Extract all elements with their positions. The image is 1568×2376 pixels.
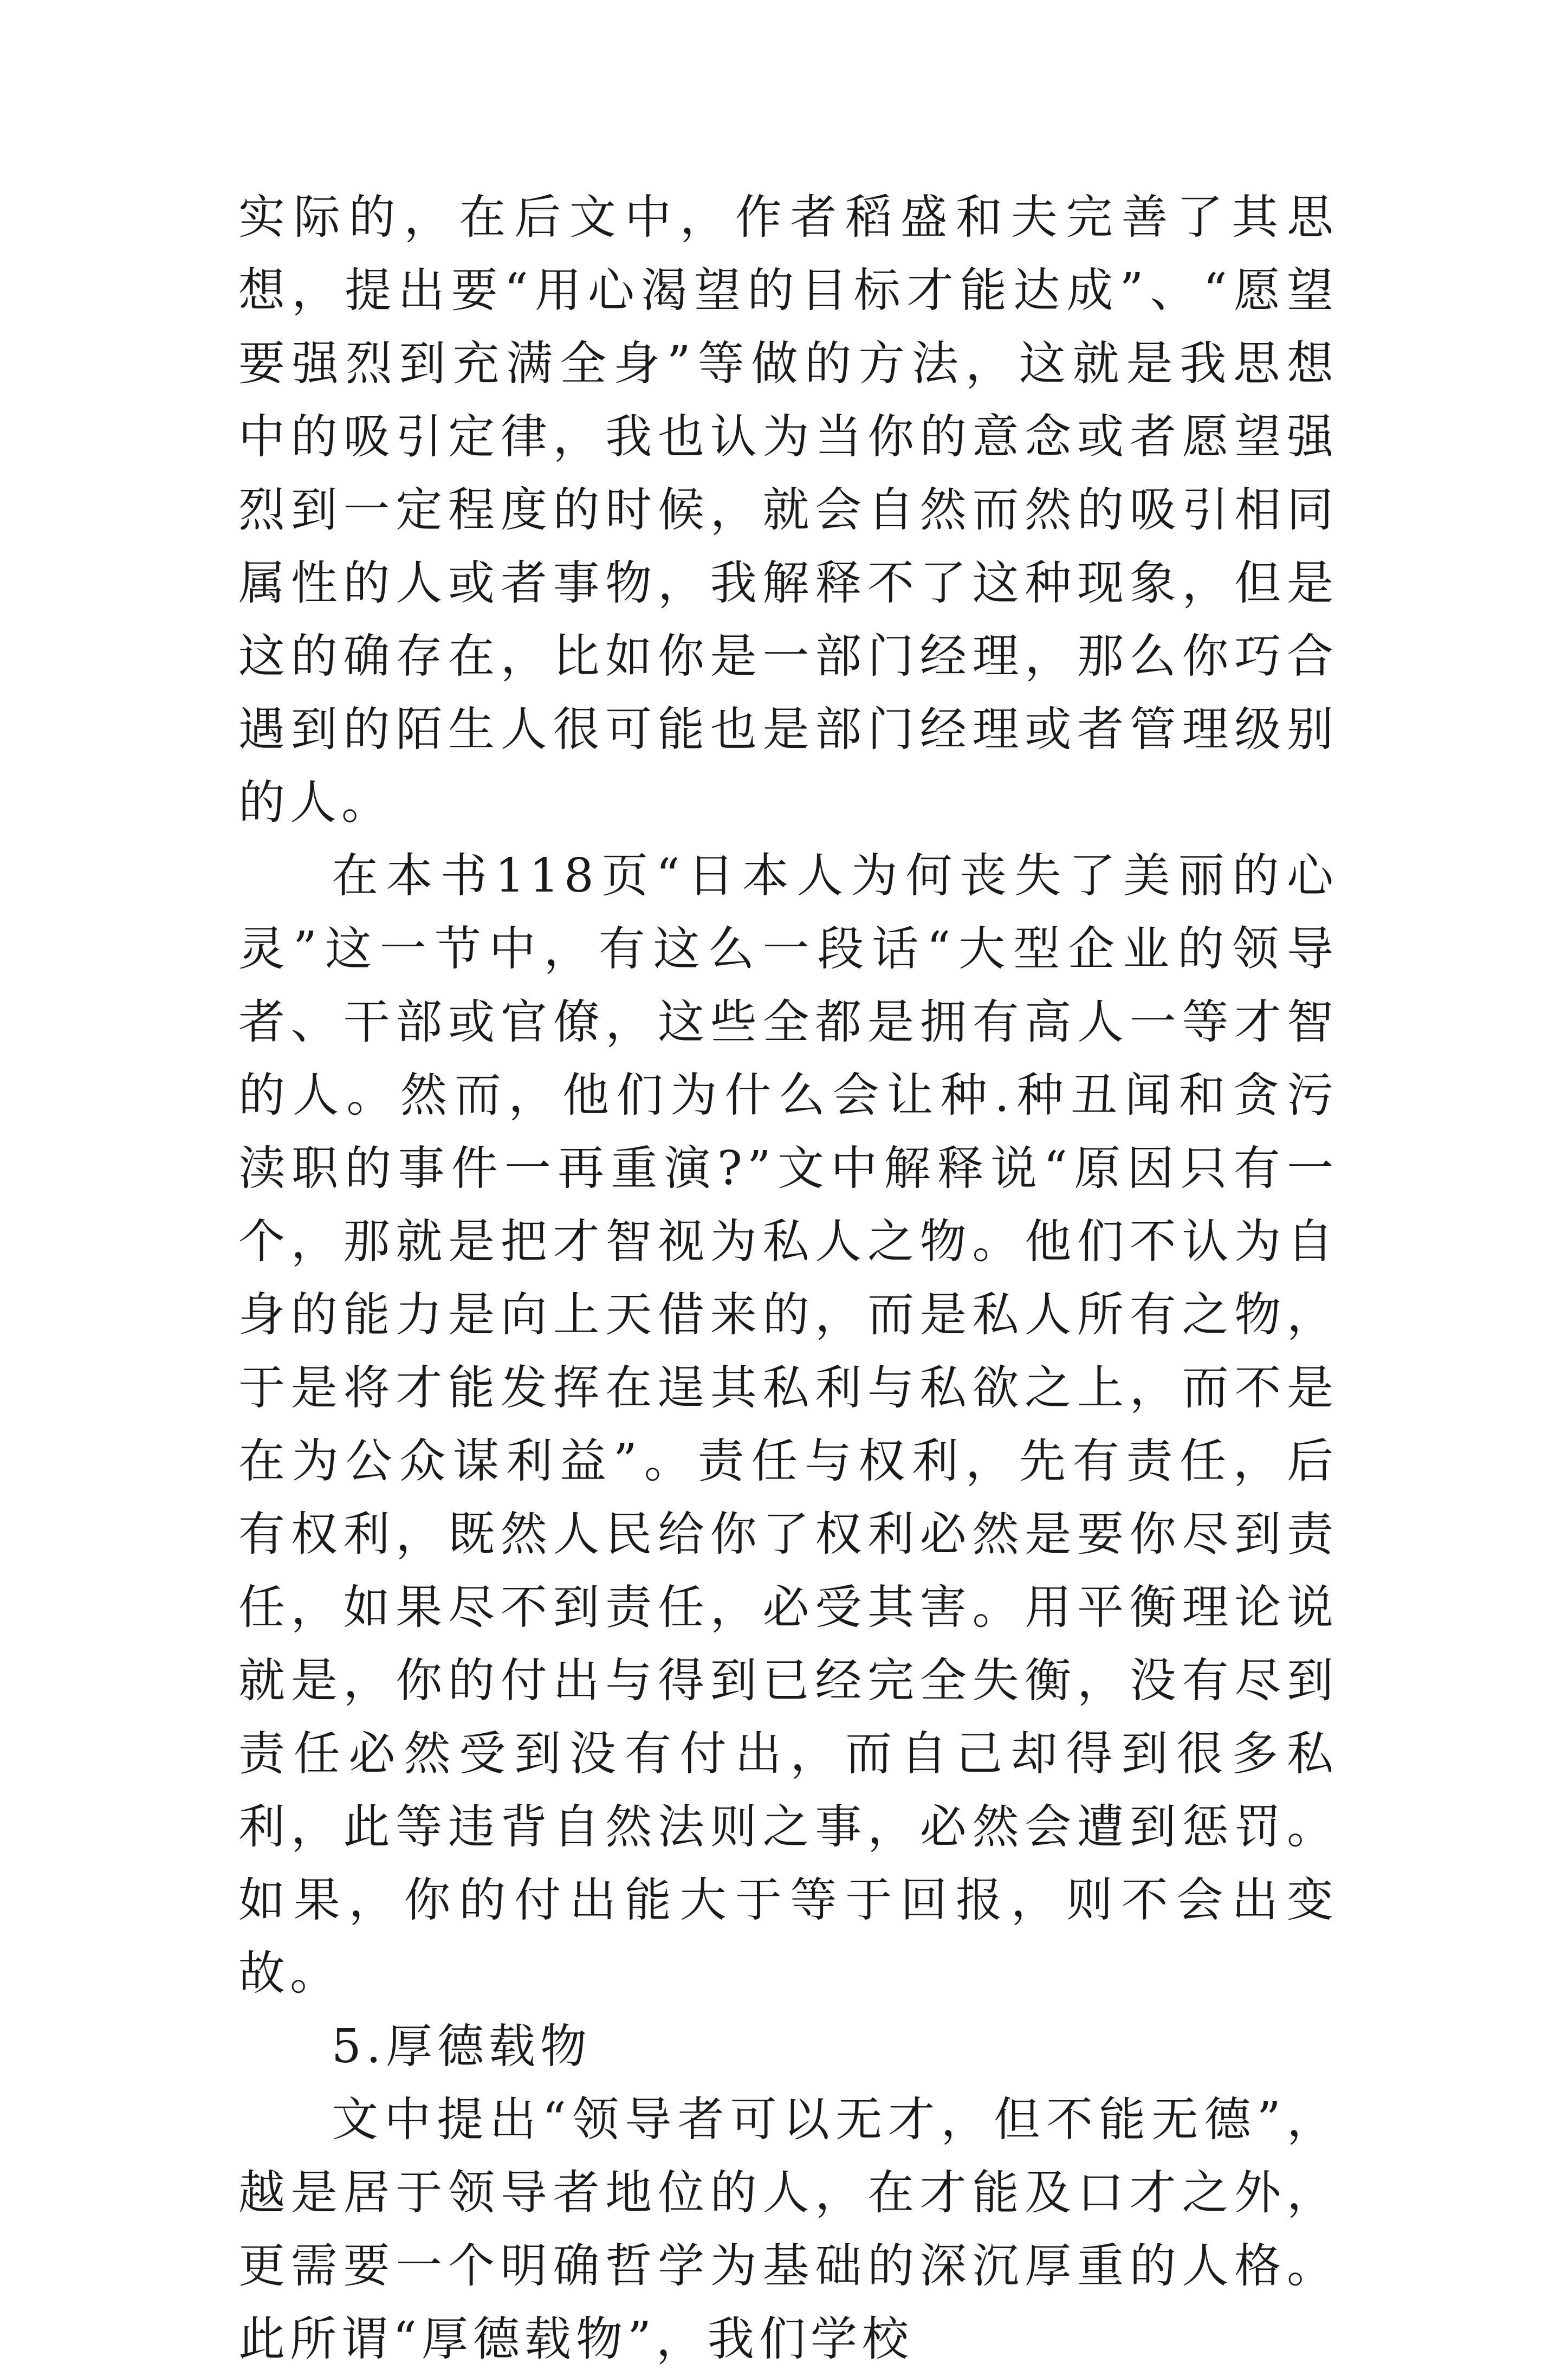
- document-body: [238, 181, 1338, 2376]
- paragraph-1: 实际的，在后文中，作者稻盛和夫完善了其思想，提出要“用心渴望的目标才能达成”、“愿望要强烈到充满全身”等做的方法，这就是我思想中的吸引定律，我也认为当你的意念或者愿望强烈到一定程度的时候，就会自然而然的吸引相同属性的人或者事物，我解释不了这种现象，但是这的确存在，比如你是一部门经理，那么你巧合遇到的陌生人很可能也是部门经理或者管理级别的人。: [238, 190, 1338, 830]
- section-heading: 5.厚德载物: [332, 2019, 592, 2074]
- paragraph-3: 文中提出“领导者可以无才，但不能无德”，越是居于领导者地位的人，在才能及口才之外，更需要一个明确哲学为基础的深沉厚重的人格。此所谓“厚德载物”，我们学校: [238, 2093, 1338, 2366]
- paragraph-2: 在本书118页“日本人为何丧失了美丽的心灵”这一节中，有这么一段话“大型企业的领导者、干部或官僚，这些全都是拥有高人一等才智的人。然而，他们为什么会让种.种丑闻和贪污渎职的事件一再重演?”文中解释说“原因只有一个，那就是把才智视为私人之物。他们不认为自身的能力是向上天借来的，而是私人所有之物，于是将才能发挥在逞其私利与私欲之上，而不是在为公众谋利益”。责任与权利，先有责任，后有权利，既然人民给你了权利必然是要你尽到责任，如果尽不到责任，必受其害。用平衡理论说就是，你的付出与得到已经完全失衡，没有尽到责任必然受到没有付出，而自己却得到很多私利，此等违背自然法则之事，必然会遭到惩罚。如果，你的付出能大于等于回报，则不会出变故。: [238, 849, 1338, 2000]
